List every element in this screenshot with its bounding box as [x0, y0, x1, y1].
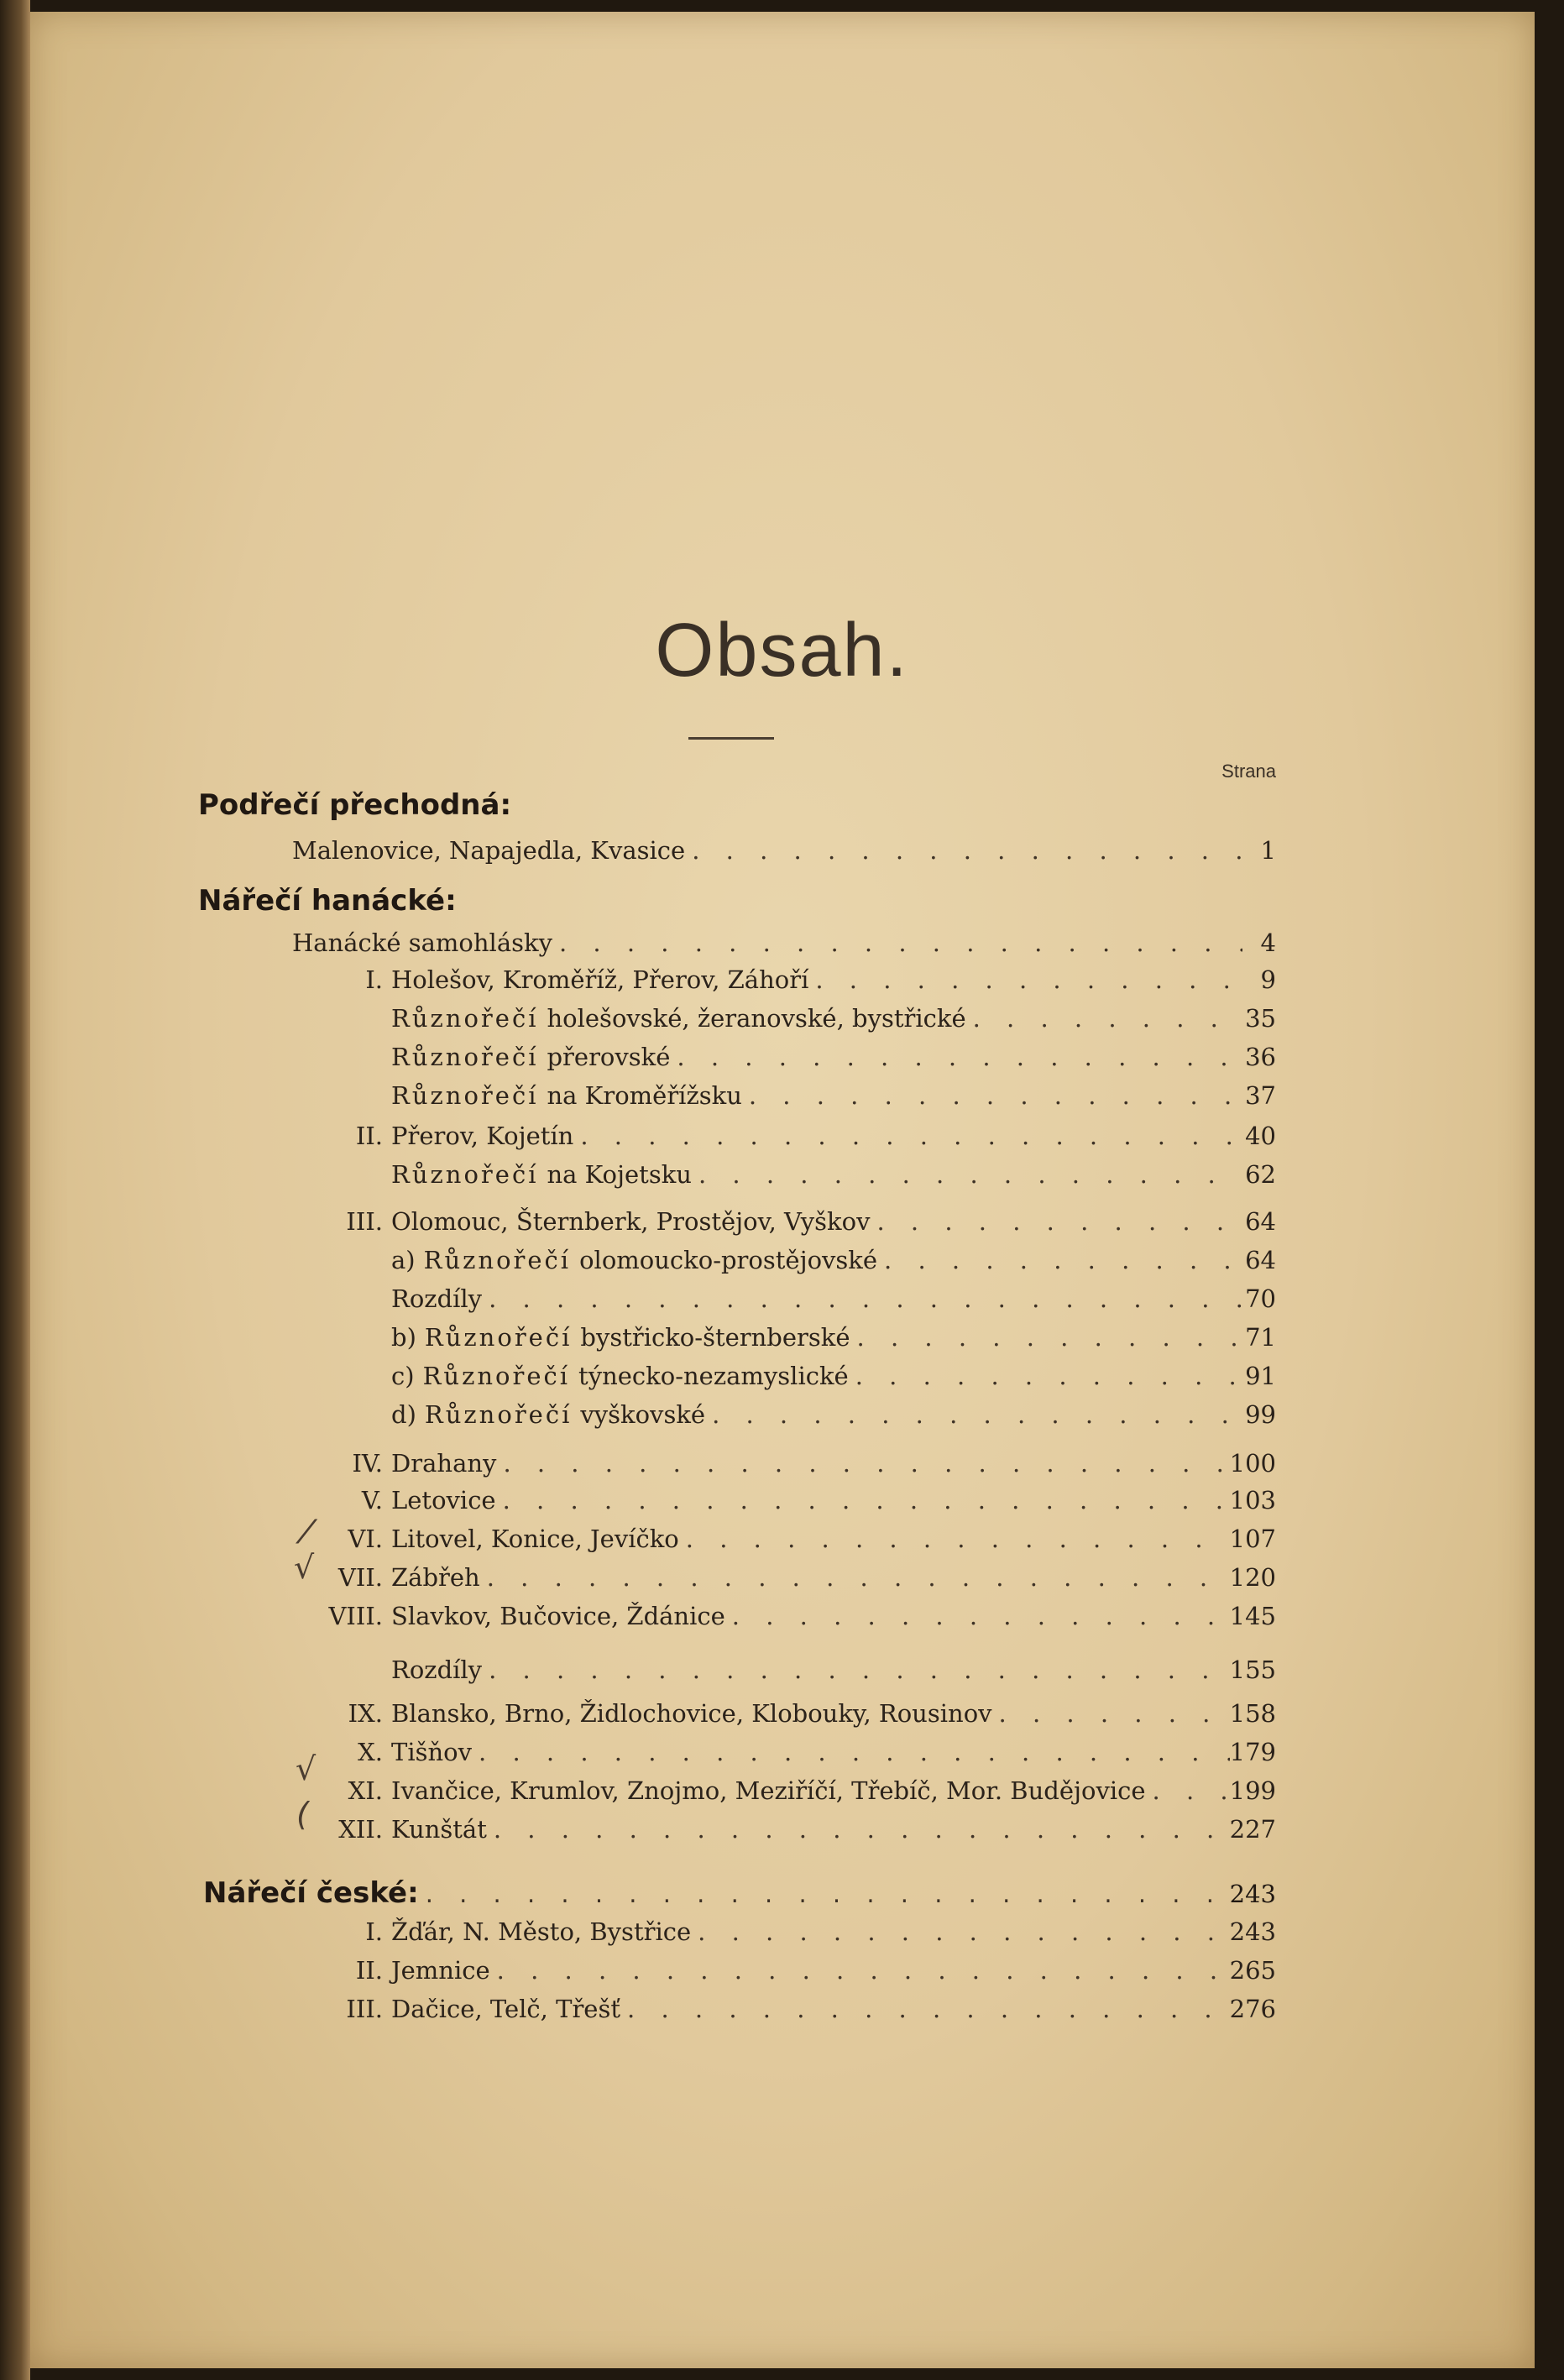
toc-entry-number: V.: [361, 1486, 383, 1514]
toc-entry-title: Ivančice, Krumlov, Znojmo, Meziříčí, Třebíč, Mor. Budějovice: [391, 1776, 1146, 1805]
toc-entry-prefix: c): [391, 1362, 415, 1390]
section-page-number: 243: [1229, 1880, 1276, 1908]
toc-entry-prefix: b): [391, 1323, 416, 1352]
section-heading-podreci: Podřečí přechodná:: [198, 788, 512, 822]
toc-entry-title: Žďár, N. Město, Bystřice: [391, 1917, 692, 1946]
toc-entry-title: Olomouc, Šternberk, Prostějov, Vyškov: [391, 1207, 871, 1236]
toc-entry-page-number: 91: [1245, 1362, 1276, 1390]
dot-leader: [692, 1155, 1242, 1194]
dot-leader: [685, 831, 1242, 870]
toc-entry-title: bystřicko-šternberské: [580, 1323, 850, 1352]
toc-entry-title: Tišňov: [391, 1738, 473, 1766]
dot-leader: [966, 999, 1242, 1038]
toc-entry-number: VI.: [348, 1525, 383, 1553]
toc-entry-page-number: 64: [1245, 1246, 1276, 1274]
dot-leader: [870, 1202, 1242, 1241]
toc-entry: [302, 1558, 1276, 1597]
toc-entry-number: I.: [365, 1917, 383, 1946]
toc-entry-title: na Kroměřížsku: [547, 1081, 742, 1110]
toc-entry-number: XII.: [338, 1815, 383, 1844]
toc-entry-page-number: 37: [1245, 1081, 1276, 1110]
toc-entry: [302, 960, 1276, 999]
toc-entry-number: IV.: [352, 1449, 383, 1478]
book-spine: [0, 0, 30, 2380]
toc-entry-number: I.: [365, 965, 383, 994]
dot-leader: [573, 1117, 1242, 1155]
dot-leader: [849, 1357, 1242, 1395]
dot-leader: [742, 1076, 1242, 1115]
toc-entry-prefix: a): [391, 1246, 416, 1274]
toc-entry-page-number: 100: [1229, 1449, 1276, 1478]
dot-leader: [725, 1597, 1230, 1635]
toc-entry-title: Slavkov, Bučovice, Ždánice: [391, 1602, 725, 1630]
dot-leader: [482, 1279, 1242, 1318]
toc-entry: [302, 1241, 1276, 1279]
toc-entry-number: IX.: [348, 1699, 383, 1728]
toc-entry-page-number: 99: [1245, 1400, 1276, 1429]
toc-entry: [302, 1444, 1276, 1483]
toc-entry: [302, 1318, 1276, 1357]
toc-entry-title: přerovské: [547, 1043, 671, 1071]
toc-entry-page-number: 107: [1229, 1525, 1276, 1553]
toc-entry-page-number: 62: [1245, 1160, 1276, 1189]
toc-entry: [292, 831, 1276, 870]
toc-entry-page-number: 71: [1245, 1323, 1276, 1352]
toc-entry-page-number: 120: [1229, 1563, 1276, 1592]
toc-entry-page-number: 9: [1260, 965, 1276, 994]
toc-entry-title: vyškovské: [580, 1400, 706, 1429]
toc-entry-title: Litovel, Konice, Jevíčko: [391, 1525, 679, 1553]
toc-entry: [302, 1038, 1276, 1076]
dot-leader: [480, 1558, 1230, 1597]
toc-entry-prefix: d): [391, 1400, 416, 1429]
dot-leader: [992, 1694, 1230, 1733]
toc-entry-page-number: 35: [1245, 1004, 1276, 1033]
toc-entry: [302, 1912, 1276, 1951]
toc-entry-number: III.: [346, 1207, 383, 1236]
pencil-mark-icon: ⁄: [304, 1514, 310, 1551]
toc-entry-title: holešovské, žeranovské, bystřické: [547, 1004, 966, 1033]
toc-entry-spaced-word: Různořečí: [423, 1246, 572, 1274]
toc-entry-title: Letovice: [391, 1486, 496, 1514]
dot-leader: [487, 1810, 1230, 1849]
toc-entry-title: olomoucko-prostějovské: [579, 1246, 878, 1274]
toc-entry-spaced-word: Různořečí: [391, 1081, 539, 1110]
toc-entry-page-number: 265: [1229, 1956, 1276, 1985]
dot-leader: [496, 1481, 1230, 1520]
toc-entry-page-number: 70: [1245, 1284, 1276, 1313]
section-heading-ceske-label: Nářečí české:: [203, 1876, 419, 1910]
toc-entry-page-number: 36: [1245, 1043, 1276, 1071]
toc-entry: [302, 1597, 1276, 1635]
toc-entry: [302, 1951, 1276, 1990]
dot-leader: [419, 1875, 1230, 1913]
dot-leader: [877, 1241, 1242, 1279]
toc-entry-page-number: 227: [1229, 1815, 1276, 1844]
toc-entry-number: VIII.: [328, 1602, 383, 1630]
dot-leader: [679, 1520, 1230, 1558]
dot-leader: [691, 1912, 1230, 1951]
pencil-check-icon: √: [294, 1549, 315, 1586]
toc-entry: [292, 923, 1276, 962]
toc-entry: [302, 1117, 1276, 1155]
toc-entry-page-number: 64: [1245, 1207, 1276, 1236]
toc-entry: [302, 1155, 1276, 1194]
toc-entry-title: Holešov, Kroměříž, Přerov, Záhoří: [391, 965, 809, 994]
toc-entry-page-number: 40: [1245, 1122, 1276, 1150]
toc-entry-title: Přerov, Kojetín: [391, 1122, 574, 1150]
dot-leader: [472, 1733, 1230, 1771]
pencil-mark-icon: (: [296, 1796, 309, 1833]
dot-leader: [705, 1395, 1242, 1434]
toc-entry: [302, 1810, 1276, 1849]
dot-leader: [490, 1951, 1230, 1990]
page-column-label: Strana: [1221, 761, 1276, 782]
toc-entry-page-number: 243: [1229, 1917, 1276, 1946]
toc-entry-number: II.: [355, 1122, 383, 1150]
toc-entry: [302, 1395, 1276, 1434]
toc-entry-page-number: 179: [1229, 1738, 1276, 1766]
title-rule: [688, 737, 774, 740]
toc-entry-title: týnecko-nezamyslické: [578, 1362, 849, 1390]
toc-entry-page-number: 103: [1229, 1486, 1276, 1514]
toc-entry-page-number: 155: [1229, 1656, 1276, 1684]
dot-leader: [808, 960, 1242, 999]
toc-entry: [302, 1520, 1276, 1558]
toc-entry-title: Kunštát: [391, 1815, 487, 1844]
toc-entry: [302, 1202, 1276, 1241]
toc-entry: [302, 999, 1276, 1038]
dot-leader: [482, 1650, 1230, 1689]
toc-entry-page-number: 4: [1260, 928, 1276, 957]
toc-entry-spaced-word: Různořečí: [391, 1043, 539, 1071]
toc-entry-page-number: 145: [1229, 1602, 1276, 1630]
toc-entry-title: Malenovice, Napajedla, Kvasice: [292, 836, 686, 865]
toc-entry-title: Rozdíly: [391, 1284, 483, 1313]
toc-entry-title: Drahany: [391, 1449, 497, 1478]
toc-entry-number: VII.: [337, 1563, 383, 1592]
pencil-check-icon: √: [296, 1750, 316, 1787]
toc-entry: [302, 1694, 1276, 1733]
toc-entry-number: XI.: [348, 1776, 383, 1805]
dot-leader: [620, 1990, 1230, 2028]
dot-leader: [552, 923, 1242, 962]
dot-leader: [670, 1038, 1242, 1076]
toc-entry-number: X.: [358, 1738, 383, 1766]
toc-entry-title: Zábřeh: [391, 1563, 480, 1592]
toc-entry-title: Jemnice: [391, 1956, 490, 1985]
toc-entry-title: Blansko, Brno, Židlochovice, Klobouky, Rousinov: [391, 1699, 992, 1728]
toc-entry: [302, 1650, 1276, 1689]
toc-entry: [302, 1481, 1276, 1520]
toc-entry-spaced-word: Různořečí: [422, 1362, 571, 1390]
section-heading-ceske: [203, 1874, 1276, 1912]
toc-entry-page-number: 199: [1229, 1776, 1276, 1805]
section-heading-hanacke: Nářečí hanácké:: [198, 884, 457, 918]
toc-entry: [302, 1076, 1276, 1115]
toc-entry-title: na Kojetsku: [547, 1160, 692, 1189]
toc-entry-number: III.: [346, 1995, 383, 2023]
toc-entry-page-number: 158: [1229, 1699, 1276, 1728]
toc-entry: [302, 1357, 1276, 1395]
dot-leader: [496, 1444, 1229, 1483]
toc-entry: [302, 1733, 1276, 1771]
toc-entry-spaced-word: Různořečí: [391, 1160, 539, 1189]
toc-entry: [302, 1279, 1276, 1318]
toc-entry-title: Rozdíly: [391, 1656, 483, 1684]
page-title: Obsah.: [655, 609, 909, 693]
toc-entry-spaced-word: Různořečí: [391, 1004, 539, 1033]
dot-leader: [1146, 1771, 1230, 1810]
toc-entry: [302, 1990, 1276, 2028]
toc-entry-page-number: 1: [1260, 836, 1276, 865]
toc-entry: [302, 1771, 1276, 1810]
toc-entry-title: Dačice, Telč, Třešť: [391, 1995, 621, 2023]
toc-entry-number: II.: [355, 1956, 383, 1985]
toc-entry-page-number: 276: [1229, 1995, 1276, 2023]
toc-entry-spaced-word: Různořečí: [424, 1400, 573, 1429]
toc-entry-title: Hanácké samohlásky: [292, 928, 552, 957]
dot-leader: [850, 1318, 1242, 1357]
toc-entry-spaced-word: Různořečí: [424, 1323, 573, 1352]
